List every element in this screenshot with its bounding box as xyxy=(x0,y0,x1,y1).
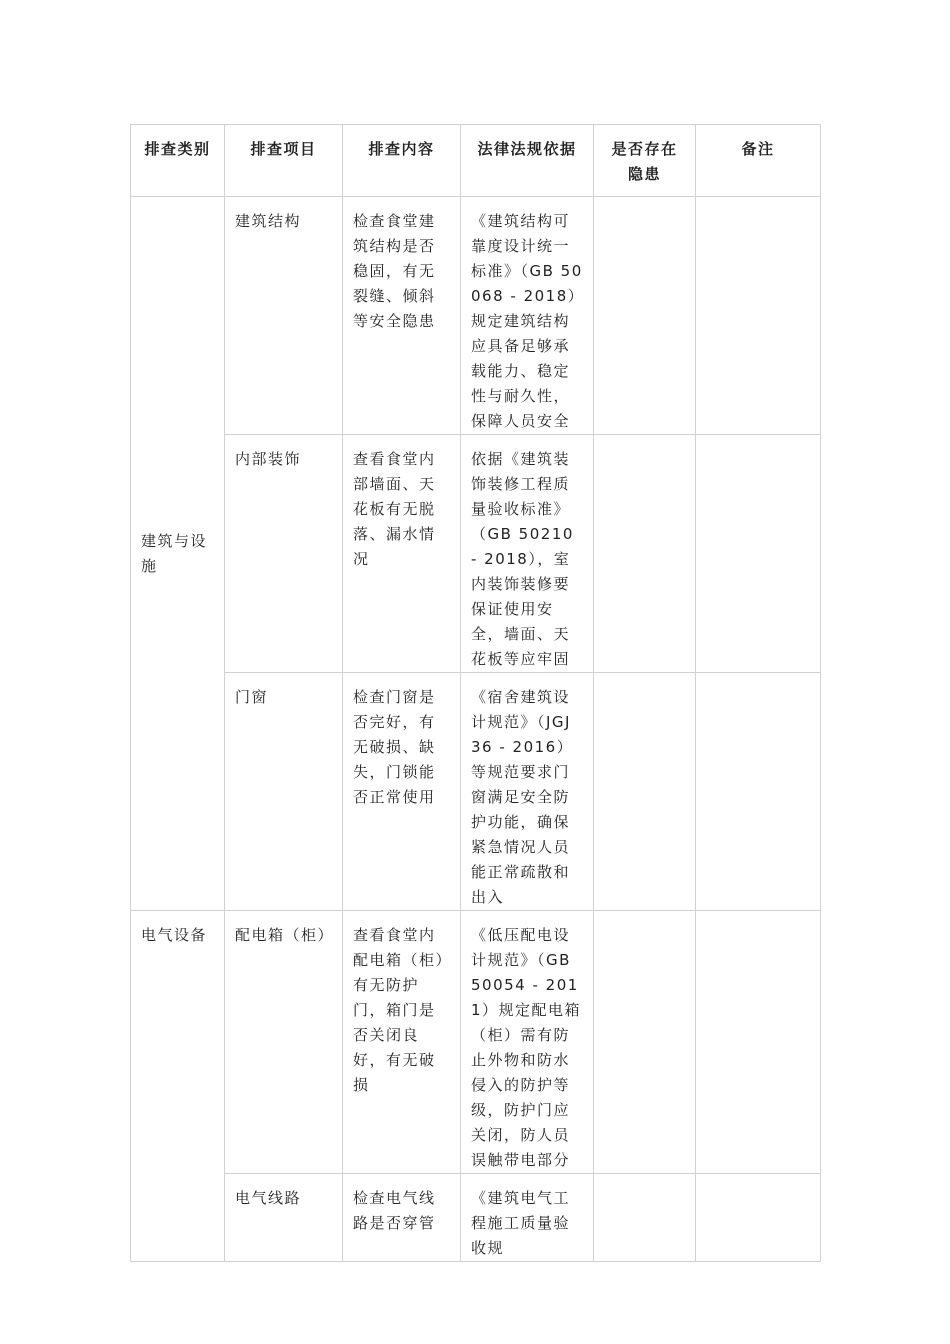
hazard-cell xyxy=(594,673,696,911)
table-header-row xyxy=(131,125,821,197)
item-cell: 电气线路 xyxy=(225,1174,343,1262)
basis-cell: 《建筑电气工程施工质量验收规 xyxy=(461,1174,594,1262)
basis-cell: 依据《建筑装饰装修工程质量验收标准》（GB 50210 - 2018），室内装饰装修要保证使用安全，墙面、天花板等应牢固 xyxy=(461,435,594,673)
remark-cell xyxy=(696,197,821,435)
remark-cell xyxy=(696,673,821,911)
content-cell: 检查电气线路是否穿管 xyxy=(343,1174,461,1262)
table-row xyxy=(131,1174,821,1262)
hazard-cell xyxy=(594,911,696,1174)
header-hazard: 是否存在隐患 xyxy=(594,125,696,197)
item-cell: 建筑结构 xyxy=(225,197,343,435)
item-cell: 内部装饰 xyxy=(225,435,343,673)
content-cell: 查看食堂内配电箱（柜）有无防护门，箱门是否关闭良好，有无破损 xyxy=(343,911,461,1174)
item-cell: 门窗 xyxy=(225,673,343,911)
hazard-cell xyxy=(594,435,696,673)
header-content: 排查内容 xyxy=(343,125,461,197)
inspection-table xyxy=(130,124,821,1262)
category-cell: 建筑与设施 xyxy=(131,197,225,911)
basis-cell: 《建筑结构可靠度设计统一标准》（GB 50068 - 2018）规定建筑结构应具备足够承载能力、稳定性与耐久性，保障人员安全 xyxy=(461,197,594,435)
header-category: 排查类别 xyxy=(131,125,225,197)
hazard-cell xyxy=(594,1174,696,1262)
category-cell: 电气设备 xyxy=(131,911,225,1262)
remark-cell xyxy=(696,911,821,1174)
content-cell: 查看食堂内部墙面、天花板有无脱落、漏水情况 xyxy=(343,435,461,673)
table-row xyxy=(131,197,821,435)
header-remark: 备注 xyxy=(696,125,821,197)
content-cell: 检查门窗是否完好，有无破损、缺失，门锁能否正常使用 xyxy=(343,673,461,911)
table-row xyxy=(131,673,821,911)
table-row xyxy=(131,911,821,1174)
basis-cell: 《低压配电设计规范》（GB 50054 - 2011）规定配电箱（柜）需有防止外物和防水侵入的防护等级，防护门应关闭，防人员误触带电部分 xyxy=(461,911,594,1174)
hazard-cell xyxy=(594,197,696,435)
header-basis: 法律法规依据 xyxy=(461,125,594,197)
basis-cell: 《宿舍建筑设计规范》（JGJ 36 - 2016）等规范要求门窗满足安全防护功能，确保紧急情况人员能正常疏散和出入 xyxy=(461,673,594,911)
content-cell: 检查食堂建筑结构是否稳固，有无裂缝、倾斜等安全隐患 xyxy=(343,197,461,435)
table-row xyxy=(131,435,821,673)
remark-cell xyxy=(696,435,821,673)
remark-cell xyxy=(696,1174,821,1262)
header-item: 排查项目 xyxy=(225,125,343,197)
item-cell: 配电箱（柜） xyxy=(225,911,343,1174)
